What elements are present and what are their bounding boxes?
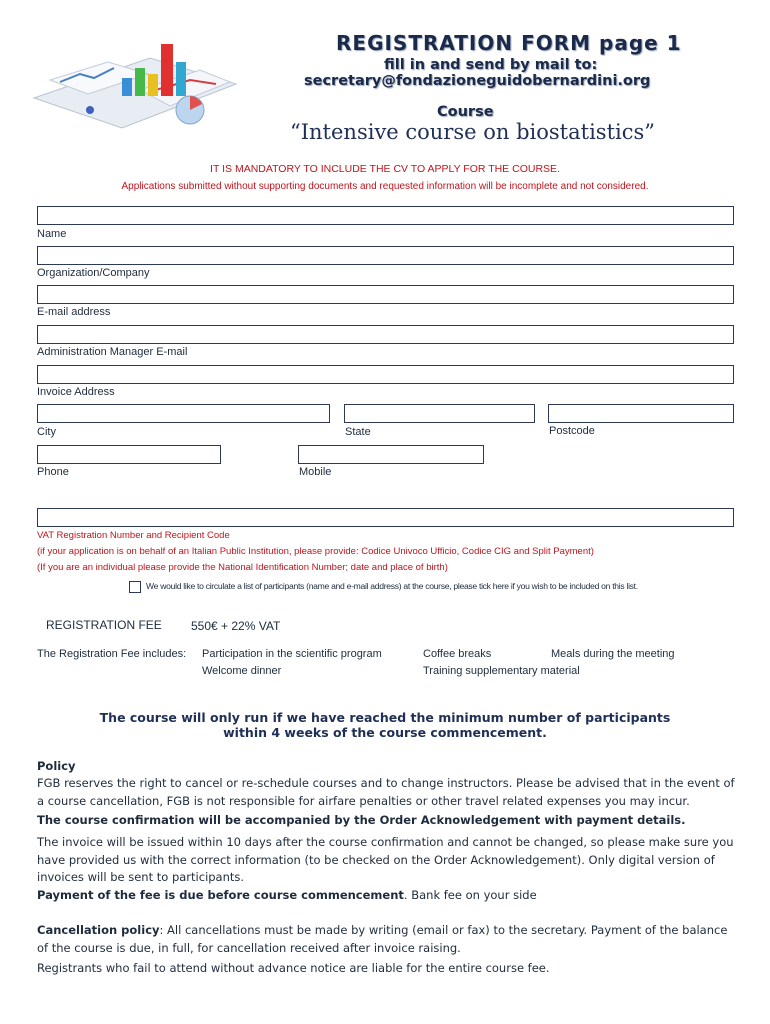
circulate-list-checkbox[interactable] — [129, 581, 141, 593]
invoice-address-label: Invoice Address — [37, 386, 115, 398]
fee-item: Welcome dinner — [202, 665, 282, 677]
admin-email-input[interactable] — [37, 325, 734, 344]
vat-label: VAT Registration Number and Recipient Code — [37, 530, 230, 541]
fee-label: REGISTRATION FEE — [46, 618, 162, 632]
mandatory-cv-notice: IT IS MANDATORY TO INCLUDE THE CV TO APPLY FOR THE COURSE. — [210, 163, 560, 175]
cancellation-rest-text: : All cancellations must be made by writing (email or fax) to the secretary. Payment of the balance of the course is due, in full, for cancellation received after invoice raising. — [37, 923, 728, 955]
payment-bold-text: Payment of the fee is due before course commencement — [37, 888, 404, 902]
no-show-paragraph: Registrants who fail to attend without advance notice are liable for the entire course fee. — [37, 961, 550, 975]
postcode-input[interactable] — [548, 404, 734, 423]
phone-input[interactable] — [37, 445, 221, 464]
postcode-label: Postcode — [549, 425, 595, 437]
circulate-list-label: We would like to circulate a list of participants (name and e-mail address) at the course, please tick here if you wish to be included on this list. — [146, 581, 638, 591]
form-title: REGISTRATION FORM page 1 — [336, 31, 682, 55]
policy-paragraph: FGB reserves the right to cancel or re-schedule courses and to change instructors. Please be advised that in the event of a course cancellation, FGB is not responsible for airfare penalties or other travel related expenses you may incur. — [37, 776, 735, 808]
payment-rest-text: . Bank fee on your side — [403, 888, 537, 902]
payment-line — [37, 887, 737, 905]
chart-logo-image — [30, 40, 240, 130]
course-name: “Intensive course on biostatistics” — [290, 120, 655, 144]
mobile-label: Mobile — [299, 466, 332, 478]
minimum-participants-line2: within 4 weeks of the course commencement. — [223, 725, 547, 740]
secretary-email-link[interactable]: secretary@fondazioneguidobernardini.org — [304, 73, 651, 89]
name-label: Name — [37, 228, 67, 240]
vat-public-note: (if your application is on behalf of an Italian Public Institution, please provide: Codice Univoco Ufficio, Codice CIG and Split Payment) — [37, 546, 594, 557]
admin-email-label: Administration Manager E-mail — [37, 346, 188, 358]
fee-item: Meals during the meeting — [551, 648, 675, 660]
policy-heading: Policy — [37, 759, 76, 773]
mobile-input[interactable] — [298, 445, 484, 464]
city-label: City — [37, 426, 56, 438]
cancellation-bold-text: Cancellation policy — [37, 923, 160, 937]
course-label: Course — [437, 104, 494, 120]
vat-input[interactable] — [37, 508, 734, 527]
fee-item: Participation in the scientific program — [202, 648, 382, 660]
state-input[interactable] — [344, 404, 535, 423]
email-label: E-mail address — [37, 306, 111, 318]
email-input[interactable] — [37, 285, 734, 304]
minimum-participants-line1: The course will only run if we have reached the minimum number of participants — [99, 710, 671, 725]
fee-amount: 550€ + 22% VAT — [191, 619, 281, 633]
invoice-paragraph: The invoice will be issued within 10 days after the course confirmation and cannot be changed, so please make sure you have provided us with the correct information (to be checked on the Order Acknowledgement). Only digital version of invoices will be sent to participants. — [37, 835, 734, 884]
name-input[interactable] — [37, 206, 734, 225]
phone-label: Phone — [37, 466, 69, 478]
vat-individual-note: (If you are an individual please provide the National Identification Number; date and place of birth) — [37, 562, 448, 573]
confirmation-statement: The course confirmation will be accompanied by the Order Acknowledgement with payment details. — [37, 813, 686, 827]
organization-input[interactable] — [37, 246, 734, 265]
incomplete-notice: Applications submitted without supporting documents and requested information will be incomplete and not considered. — [121, 181, 649, 192]
send-instruction: fill in and send by mail to: — [384, 57, 598, 73]
organization-label: Organization/Company — [37, 267, 150, 279]
fee-item: Coffee breaks — [423, 648, 492, 660]
city-input[interactable] — [37, 404, 330, 423]
invoice-address-input[interactable] — [37, 365, 734, 384]
fee-includes-label: The Registration Fee includes: — [37, 648, 187, 660]
fee-item: Training supplementary material — [423, 665, 580, 677]
state-label: State — [345, 426, 371, 438]
cancellation-paragraph — [37, 922, 737, 957]
